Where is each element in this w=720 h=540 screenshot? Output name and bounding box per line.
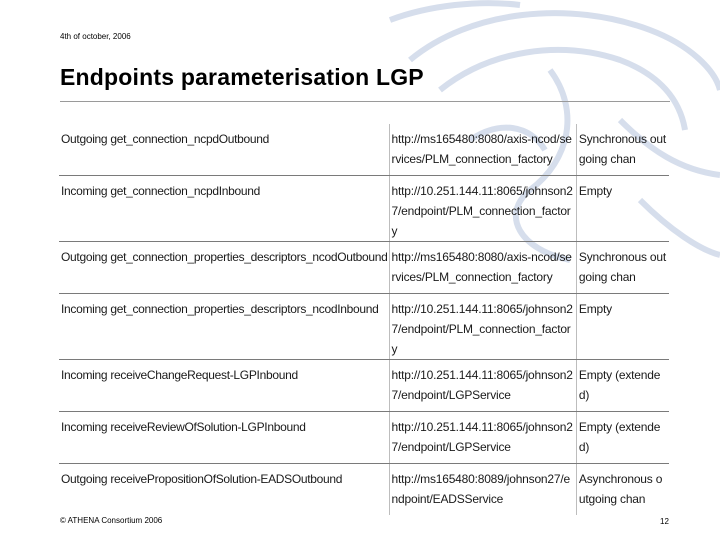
endpoints-table (59, 124, 669, 515)
endpoint-operation-cell: Incoming receiveChangeRequest-LGPInbound (59, 360, 389, 412)
page-number: 12 (660, 517, 669, 526)
endpoint-channel-cell: Empty (extended) (576, 360, 669, 412)
presentation-date: 4th of october, 2006 (60, 32, 131, 41)
endpoint-operation-cell: Outgoing get_connection_properties_descriptors_ncodOutbound (59, 242, 389, 294)
endpoint-channel-cell: Empty (576, 176, 669, 242)
endpoint-url-cell: http://ms165480:8080/axis-ncod/services/PLM_connection_factory (389, 124, 576, 176)
endpoint-url-cell: http://10.251.144.11:8065/johnson27/endpoint/PLM_connection_factory (389, 176, 576, 242)
table-row (59, 360, 669, 412)
endpoint-url-cell: http://10.251.144.11:8065/johnson27/endpoint/LGPService (389, 412, 576, 464)
endpoint-url-cell: http://10.251.144.11:8065/johnson27/endpoint/PLM_connection_factory (389, 294, 576, 360)
endpoint-operation-cell: Outgoing get_connection_ncpdOutbound (59, 124, 389, 176)
copyright-footer: © ATHENA Consortium 2006 (60, 516, 163, 525)
title-divider (60, 101, 670, 102)
endpoint-channel-cell: Empty (extended) (576, 412, 669, 464)
endpoint-operation-cell: Incoming get_connection_ncpdInbound (59, 176, 389, 242)
endpoint-channel-cell: Empty (576, 294, 669, 360)
endpoint-channel-cell: Asynchronous outgoing chan (578, 472, 663, 506)
table-row (59, 412, 669, 464)
endpoint-channel-cell: Synchronous outgoing chan (576, 242, 669, 294)
slide-title: Endpoints parameterisation LGP (60, 64, 424, 90)
table-row (59, 242, 669, 294)
endpoint-operation-cell: Outgoing receivePropositionOfSolution-EADSOutbound (59, 464, 389, 516)
table-row (59, 294, 669, 360)
endpoint-operation-cell: Incoming receiveReviewOfSolution-LGPInbound (59, 412, 389, 464)
table-row (59, 464, 669, 516)
endpoint-operation-cell: Incoming get_connection_properties_descriptors_ncodInbound (59, 294, 389, 360)
endpoint-url-cell: http://ms165480:8080/axis-ncod/services/PLM_connection_factory (389, 242, 576, 294)
endpoint-url-cell: http://10.251.144.11:8065/johnson27/endpoint/LGPService (389, 360, 576, 412)
endpoint-channel-cell: Synchronous outgoing chan (576, 124, 669, 176)
table-row (59, 176, 669, 242)
table-row (59, 124, 669, 176)
endpoint-url-cell: http://ms165480:8089/johnson27/endpoint/EADSService (389, 464, 576, 516)
